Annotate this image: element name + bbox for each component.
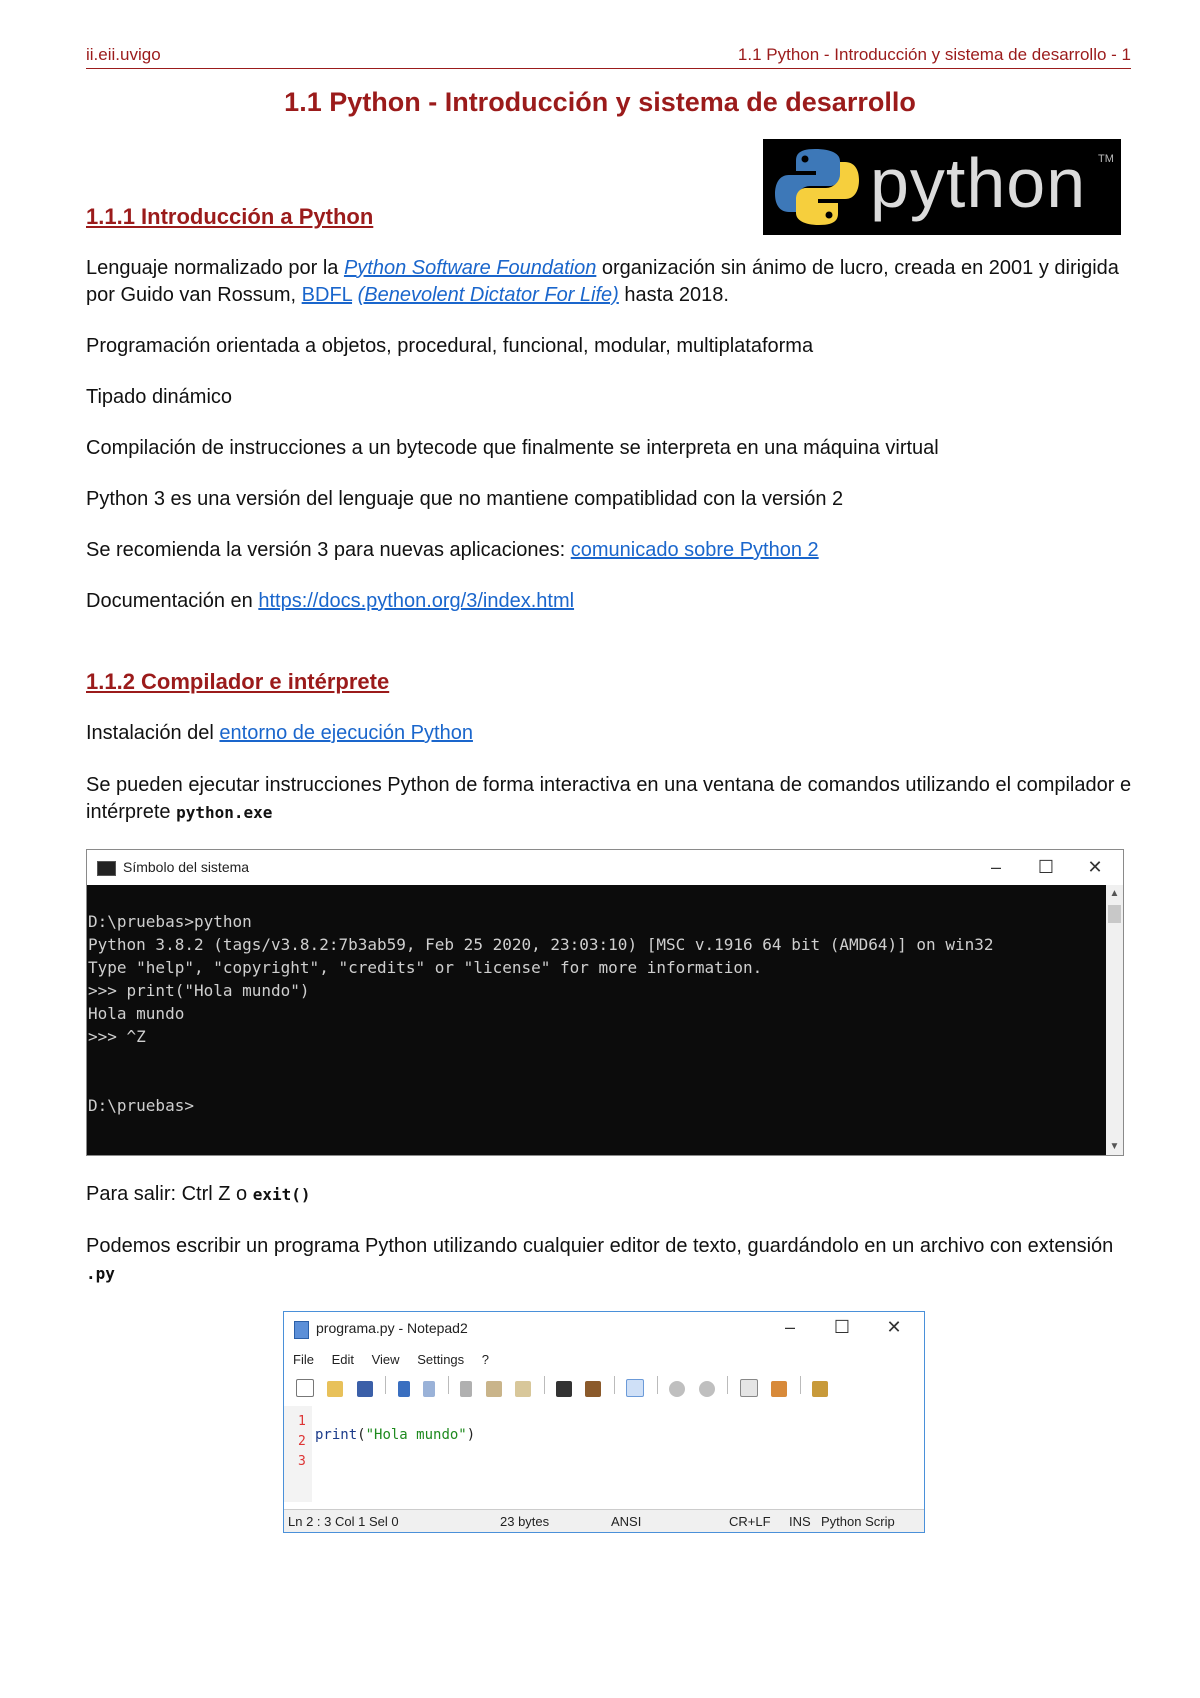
close-button[interactable]: ✕ (886, 1317, 902, 1337)
console-line: D:\pruebas> (88, 1096, 194, 1115)
settings-icon[interactable] (771, 1381, 787, 1397)
save-icon[interactable] (357, 1381, 373, 1397)
zoom-in-icon[interactable] (669, 1381, 685, 1397)
menu-bar (293, 1352, 503, 1367)
paragraph-documentation (86, 588, 1136, 615)
paragraph-bytecode: Compilación de instrucciones a un bytecode que finalmente se interpreta en una máquina virtual (86, 437, 939, 459)
link-runtime-environment[interactable]: entorno de ejecución Python (219, 722, 473, 744)
text: Instalación del (86, 722, 220, 744)
console-title: Símbolo del sistema (123, 859, 250, 875)
toolbar-separator (614, 1376, 615, 1394)
line-number: 1 (298, 1414, 306, 1429)
code-paren: ( (357, 1427, 366, 1443)
console-window[interactable] (86, 849, 1124, 1156)
toolbar-separator (448, 1376, 449, 1394)
text: Para salir: Ctrl Z o (86, 1183, 253, 1205)
link-python-software-foundation[interactable]: Python Software Foundation (343, 257, 597, 279)
paragraph-python3: Python 3 es una versión del lenguaje que no mantiene compatiblidad con la versión 2 (86, 488, 844, 510)
console-line: Python 3.8.2 (tags/v3.8.2:7b3ab59, Feb 25 2020, 23:03:10) [MSC v.1916 64 bit (AMD64)] on win32 (88, 935, 994, 954)
minimize-button[interactable]: – (784, 1317, 795, 1337)
code-keyword: print (315, 1427, 358, 1443)
toolbar-separator (385, 1376, 386, 1394)
replace-icon[interactable] (585, 1381, 601, 1397)
paragraph-editor (86, 1233, 1136, 1287)
zoom-out-icon[interactable] (699, 1381, 715, 1397)
console-line: Hola mundo (88, 1004, 185, 1023)
header-left: ii.eii.uvigo (86, 45, 161, 64)
python-snake-icon (769, 139, 865, 235)
word-wrap-icon[interactable] (626, 1379, 644, 1397)
notepad-title: programa.py - Notepad2 (316, 1320, 468, 1336)
code-python-exe: python.exe (176, 803, 273, 822)
link-benevolent-dictator[interactable]: (Benevolent Dictator For Life) (357, 284, 619, 306)
console-icon (97, 861, 116, 876)
section-heading-compiler: 1.1.2 Compilador e intérprete (86, 669, 390, 694)
page-title: 1.1 Python - Introducción y sistema de desarrollo (284, 87, 916, 117)
line-number: 3 (298, 1454, 306, 1469)
code-exit: exit() (252, 1185, 311, 1204)
scroll-down-icon[interactable]: ▼ (1109, 1141, 1120, 1152)
scheme-icon[interactable] (740, 1379, 758, 1397)
new-file-icon[interactable] (296, 1379, 314, 1397)
code-paren: ) (466, 1427, 476, 1443)
status-size: 23 bytes (500, 1514, 550, 1529)
logo-trademark: TM (1098, 153, 1114, 165)
editor-code[interactable] (315, 1427, 475, 1443)
status-position: Ln 2 : 3 Col 1 Sel 0 (288, 1514, 399, 1529)
toolbar-separator (544, 1376, 545, 1394)
logo-wordmark: python (870, 144, 1087, 222)
console-output[interactable] (87, 885, 1106, 1155)
toolbar-separator (800, 1376, 801, 1394)
notepad-file-icon (294, 1321, 309, 1339)
line-number-gutter (284, 1406, 312, 1502)
maximize-button[interactable]: ☐ (833, 1317, 851, 1337)
undo-icon[interactable] (398, 1381, 410, 1397)
code-py-extension: .py (86, 1264, 115, 1283)
scroll-thumb[interactable] (1108, 905, 1121, 923)
paragraph-interactive (86, 772, 1136, 826)
text: Podemos escribir un programa Python utilizando cualquier editor de texto, guardándolo en un archivo con extensión (86, 1235, 1114, 1257)
paragraph-exit (86, 1181, 1136, 1208)
minimize-button[interactable]: – (990, 857, 1001, 877)
redo-icon[interactable] (423, 1381, 435, 1397)
link-docs[interactable]: https://docs.python.org/3/index.html (258, 590, 575, 612)
scroll-up-icon[interactable]: ▲ (1109, 888, 1120, 899)
console-line: D:\pruebas>python (88, 912, 252, 931)
code-string: "Hola mundo" (365, 1427, 467, 1443)
python-logo (763, 139, 1121, 235)
status-eol: CR+LF (729, 1514, 771, 1529)
paragraph-installation (86, 720, 1136, 747)
toolbar-separator (727, 1376, 728, 1394)
notepad-window[interactable] (283, 1311, 925, 1533)
menu-help[interactable]: ? (481, 1352, 490, 1367)
toolbar (292, 1376, 833, 1398)
paste-icon[interactable] (515, 1381, 531, 1397)
status-language: Python Scrip (821, 1514, 895, 1529)
close-button[interactable]: ✕ (1087, 857, 1103, 877)
line-number: 2 (298, 1434, 306, 1449)
menu-settings[interactable]: Settings (417, 1352, 465, 1367)
text: hasta 2018. (618, 284, 729, 306)
status-bar (284, 1509, 924, 1532)
menu-edit[interactable]: Edit (331, 1352, 354, 1367)
paragraph-paradigms: Programación orientada a objetos, procedural, funcional, modular, multiplataforma (86, 335, 814, 357)
paragraph-typing: Tipado dinámico (86, 386, 233, 408)
toolbar-separator (657, 1376, 658, 1394)
paragraph-recommendation (86, 537, 1136, 564)
find-icon[interactable] (556, 1381, 572, 1397)
console-line: >>> print("Hola mundo") (88, 981, 310, 1000)
text: organización sin ánimo de lucro, creada en 2001 y dirigida por Guido van Rossum, (86, 257, 1119, 306)
exit-icon[interactable] (812, 1381, 828, 1397)
menu-file[interactable]: File (293, 1352, 314, 1367)
console-scrollbar[interactable] (1106, 885, 1123, 1155)
copy-icon[interactable] (486, 1381, 502, 1397)
console-line: >>> ^Z (88, 1027, 146, 1046)
cut-icon[interactable] (460, 1381, 472, 1397)
text: Se pueden ejecutar instrucciones Python de forma interactiva en una ventana de comandos utilizando el compilador e intérprete (86, 774, 1132, 823)
text: Se recomienda la versión 3 para nuevas aplicaciones: (86, 539, 571, 561)
menu-view[interactable]: View (371, 1352, 400, 1367)
header-right: 1.1 Python - Introducción y sistema de desarrollo - 1 (737, 45, 1131, 64)
console-line: Type "help", "copyright", "credits" or "license" for more information. (88, 958, 763, 977)
open-folder-icon[interactable] (327, 1381, 343, 1397)
text: Lenguaje normalizado por la (86, 257, 344, 279)
console-line (88, 1071, 1106, 1094)
status-encoding: ANSI (611, 1514, 642, 1529)
console-line (88, 1048, 1106, 1071)
maximize-button[interactable]: ☐ (1037, 857, 1055, 877)
link-python2-announcement[interactable]: comunicado sobre Python 2 (570, 539, 819, 561)
link-bdfl[interactable]: BDFL (301, 284, 353, 306)
text: Documentación en (86, 590, 259, 612)
console-titlebar[interactable] (87, 850, 1123, 885)
paragraph-intro (86, 255, 1136, 309)
status-insert: INS (789, 1514, 811, 1529)
section-heading-intro: 1.1.1 Introducción a Python (86, 204, 374, 229)
header-rule (86, 68, 1131, 69)
